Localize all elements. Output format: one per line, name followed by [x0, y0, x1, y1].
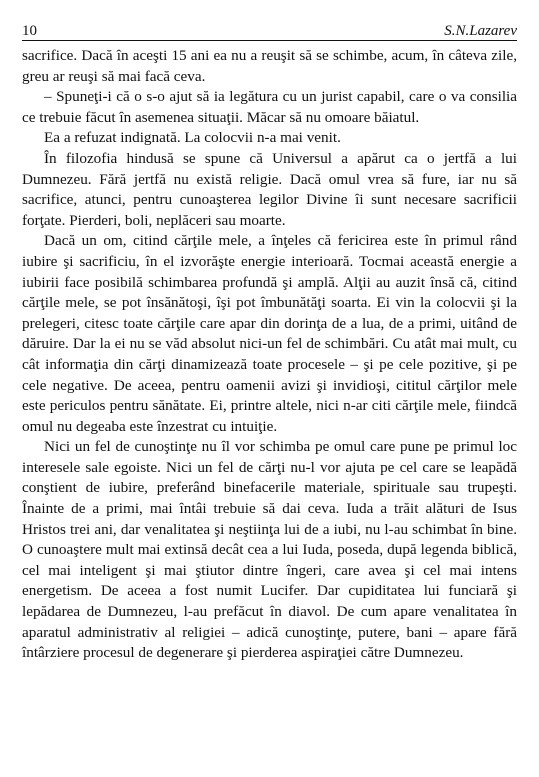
paragraph: Dacă un om, citind cărţile mele, a înţeles că fericirea este în primul rând iubire şi sacrificiu, în el izvorăşte energie interioară. Tocmai această energie a iubirii face posibilă schimbarea profundă şi amplă. Alţii au auzit însă că, citind cărţile mele, se pot însănătoşi, îşi pot îmbunătăţi soarta. Ei vin la colocvii şi la prelegeri, citesc toate cărţile care apar din dorinţa de a lua, de a primi, uitând de dăruire. Dar la ei nu se văd absolut nici-un fel de schimbări. Cu atât mai mult, cu cât informaţia din cărţi dinamizează toate procesele – şi pe cele pozitive, şi pe cele negative. De aceea, pentru oamenii avizi şi invidioşi, cititul cărţilor mele este periculos pentru sănătate. Ei, printre altele, nici n-ar citi cărţile mele, fiindcă omul nu degeaba este înzestrat cu intuiţie. — [22, 232, 517, 435]
paragraph: – Spuneţi-i că o s-o ajut să ia legătura cu un jurist capabil, care o va consilia ce trebuie făcut în asemenea situaţii. Măcar să nu omoare băiatul. — [22, 88, 517, 126]
page-body — [22, 46, 517, 664]
paragraph: În filozofia hindusă se spune că Universul a apărut ca o jertfă a lui Dumnezeu. Fără jertfă nu există religie. Dacă omul vrea să fure, iar nu să sacrifice, atunci, pentru cunoaşterea legilor Divine îi sunt necesare sacrificii forţate. Pierderi, boli, neplăceri sau moarte. — [22, 149, 517, 229]
paragraph: Ea a refuzat indignată. La colocvii n-a mai venit. — [44, 129, 341, 147]
paragraph: Nici un fel de cunoştinţe nu îl vor schimba pe omul care pune pe primul loc interesele sale egoiste. Nici un fel de cărţi nu-l vor ajuta pe cel care se leapădă conştient de iubire, preferând binefacerile materiale, spirituale sau trupeşti. Înainte de a primi, mai întâi trebuie să dai ceva. Iuda a trăit alături de Isus Hristos trei ani, dar venalitatea şi neştiinţa lui de a iubi, nu l-au schimbat în bine. O cunoaştere mult mai extinsă decât cea a lui Iuda, poseda, după legenda biblică, cel mai inteligent şi mai ştiutor dintre îngeri, care avea şi cel mai intens energetism. De aceea a fost numit Lucifer. Dar cupiditatea lui funciară şi lepădarea de Dumnezeu, l-au prefăcut în diavol. De cum apare venalitatea în aparatul administrativ al religiei – adică cunoştinţe, putere, bani – apare fără întârziere procesul de degenerare şi pierderea aspiraţiei către Dumnezeu. — [22, 438, 517, 662]
page-number: 10 — [22, 23, 37, 39]
paragraph: sacrifice. Dacă în aceşti 15 ani ea nu a reuşit să se schimbe, acum, în câteva zile, greu ar reuşi să mai facă ceva. — [22, 47, 517, 85]
running-title: S.N.Lazarev — [444, 23, 517, 39]
page-header — [22, 18, 517, 41]
